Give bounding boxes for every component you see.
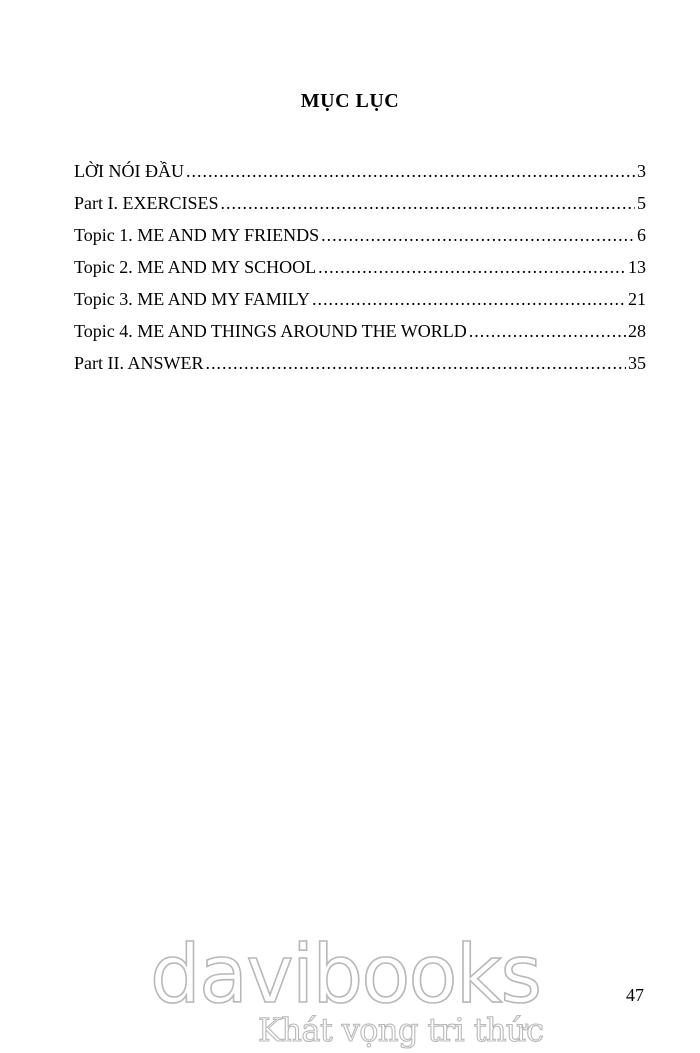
table-of-contents (74, 160, 646, 384)
toc-label: Part I. EXERCISES (74, 193, 219, 213)
toc-label: Topic 2. ME AND MY SCHOOL (74, 257, 317, 277)
toc-leader-dots (469, 320, 626, 342)
toc-leader-dots (186, 160, 635, 182)
watermark-brand: davibooks (150, 928, 542, 1021)
toc-row-topic-3[interactable] (74, 288, 646, 320)
toc-leader-dots (318, 256, 626, 278)
toc-page-number: 5 (637, 193, 646, 213)
toc-row-part-1[interactable] (74, 192, 646, 224)
toc-row-topic-2[interactable] (74, 256, 646, 288)
toc-label: Part II. ANSWER (74, 353, 204, 373)
toc-page-number: 6 (637, 225, 646, 245)
toc-leader-dots (321, 224, 635, 246)
toc-leader-dots (221, 192, 635, 214)
toc-page-number: 13 (628, 257, 646, 277)
page-number: 47 (626, 985, 644, 1005)
toc-row-topic-1[interactable] (74, 224, 646, 256)
toc-page-number: 28 (628, 321, 646, 341)
toc-label: Topic 3. ME AND MY FAMILY (74, 289, 310, 309)
watermark-slogan: Khát vọng tri thức (258, 1011, 544, 1049)
toc-leader-dots (206, 352, 627, 374)
toc-label: Topic 1. ME AND MY FRIENDS (74, 225, 320, 245)
toc-row-topic-4[interactable] (74, 320, 646, 352)
toc-row-preface[interactable] (74, 160, 646, 192)
page-title: MỤC LỤC (300, 90, 400, 112)
toc-page-number: 35 (628, 353, 646, 373)
toc-leader-dots (312, 288, 626, 310)
toc-row-part-2[interactable] (74, 352, 646, 384)
toc-label: LỜI NÓI ĐẦU (74, 161, 184, 181)
toc-page-number: 3 (637, 161, 646, 181)
toc-page-number: 21 (628, 289, 646, 309)
toc-label: Topic 4. ME AND THINGS AROUND THE WORLD (74, 321, 467, 341)
